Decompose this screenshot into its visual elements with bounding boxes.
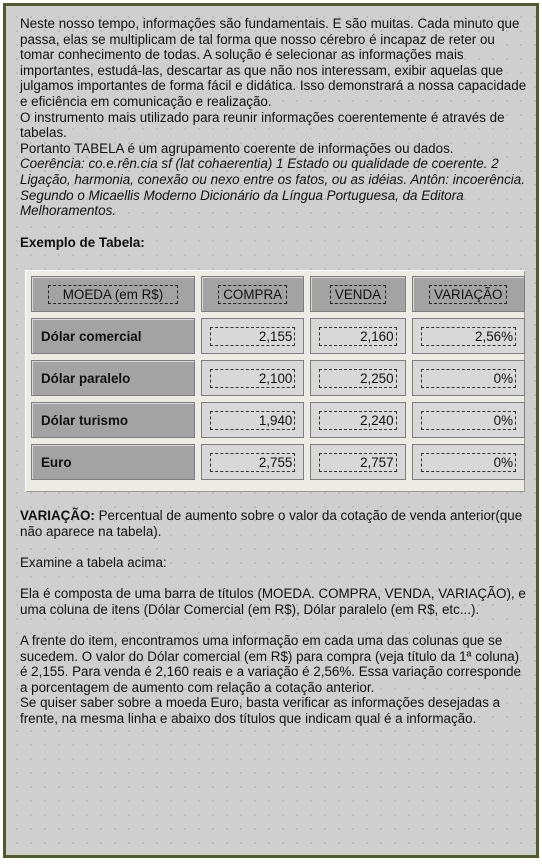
variacao-label: VARIAÇÃO: [20,508,95,524]
cell-venda: 2,240 [310,402,405,438]
header-compra: COMPRA [201,276,304,312]
table-row [31,360,525,396]
row-item: Dólar comercial [31,318,195,354]
variacao-text: Percentual de aumento sobre o valor da cotação de venda anterior(que não aparece na tabela). [20,508,523,539]
cell-venda: 2,160 [310,318,405,354]
cell-variacao: 0% [412,402,525,438]
examine-text: Examine a tabela acima: [20,555,167,571]
composta-text: Ela é composta de uma barra de títulos (MOEDA. COMPRA, VENDA, VARIAÇÃO), e uma coluna de itens (Dólar Comercial (em R$), Dólar paralelo (em R$, etc...). [20,586,526,617]
variacao-note [20,508,530,539]
cell-variacao: 2,56% [412,318,525,354]
cell-variacao: 0% [412,444,525,480]
row-item: Euro [31,444,195,480]
header-moeda: MOEDA (em R$) [31,276,195,312]
cell-variacao: 0% [412,360,525,396]
example-table [25,270,525,492]
row-item: Dólar paralelo [31,360,195,396]
euro-text: Se quiser saber sobre a moeda Euro, basta verificar as informações desejadas a frente, na mesma linha e abaixo dos títulos que indicam qual é a informação. [20,695,501,727]
cell-compra: 2,155 [201,318,304,354]
explanation [20,508,530,726]
table-row [31,444,525,480]
example-title: Exemplo de Tabela: [20,234,145,250]
page-frame [3,3,539,858]
row-item: Dólar turismo [31,402,195,438]
table-header-row [31,276,525,312]
intro-paragraph-3: Portanto TABELA é um agrupamento coerente de informações ou dados. [20,140,454,156]
frente-text: A frente do item, encontramos uma informação em cada uma das colunas que se sucedem. O valor do Dólar comercial (em R$) para compra (veja título da 1ª coluna) é 2,155. Para venda é 2,160 reais e a variação é 2,56%. Essa variação corresponde a porcentagem de aumento com relação a cotação anterior. [20,633,521,695]
dictionary-definition: Coerência: co.e.rên.cia sf (lat cohaerentia) 1 Estado ou qualidade de coerente. 2 Ligação, harmonia, conexão ou nexo entre os fatos, ou as idéias. Antôn: incoerência. Segundo o Micaellis Moderno Dicionário da Língua Portuguesa, da Editora Melhoramentos. [20,156,525,219]
header-variacao: VARIAÇÃO [412,276,525,312]
cell-compra: 2,100 [201,360,304,396]
intro-paragraph-2: O instrumento mais utilizado para reunir informações coerentemente é através de tabelas. [20,109,505,141]
cell-compra: 2,755 [201,444,304,480]
header-venda: VENDA [310,276,405,312]
table-row [31,318,525,354]
intro-paragraph-1: Neste nosso tempo, informações são fundamentais. E são muitas. Cada minuto que passa, elas se multiplicam de tal forma que nosso cérebro é incapaz de reter ou tomar conhecimento de todas. A solução é selecionar as informações mais importantes, estudá-las, descartar as que não nos interessam, exibir aquelas que julgamos importantes de forma fácil e didática. Isso demonstrará a nossa capacidade e eficiência em comunicação e realização. [20,16,527,109]
cell-venda: 2,757 [310,444,405,480]
cell-compra: 1,940 [201,402,304,438]
content [20,16,530,727]
currency-table [25,270,531,486]
table-row [31,402,525,438]
cell-venda: 2,250 [310,360,405,396]
